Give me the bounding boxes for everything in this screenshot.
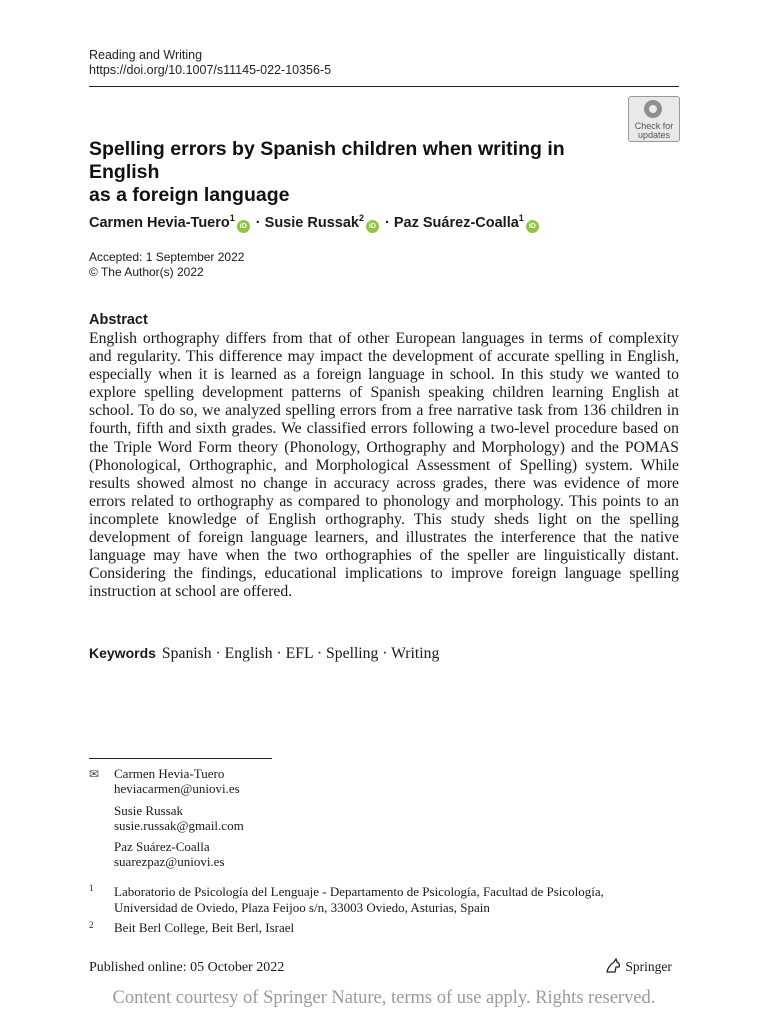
author-affiliation: 2 — [358, 213, 364, 223]
contact-name: Paz Suárez-Coalla — [114, 839, 210, 854]
orcid-icon[interactable]: iD — [237, 220, 250, 233]
abstract-heading: Abstract — [89, 312, 148, 328]
affiliation-entry — [114, 884, 604, 916]
contact-name: Carmen Hevia-Tuero — [114, 766, 225, 781]
contact-email[interactable]: heviacarmen@uniovi.es — [114, 781, 240, 796]
doi-link[interactable]: https://doi.org/10.1007/s11145-022-10356-5 — [89, 63, 332, 77]
published-online: Published online: 05 October 2022 — [89, 960, 285, 975]
abstract-text: English orthography differs from that of other European languages in terms of complexity and regularity. This difference may impact the development of accurate spelling in English, especially when it is learned as a foreign language in school. In this study we wanted to explore spelling development patterns of Spanish speaking children learning English at school. To do so, we analyzed spelling errors from a free narrative task from 136 children in fourth, fifth and sixth grades. We classified errors following a two-level procedure based on the Triple Word Form theory (Phonology, Orthography and Morphology) and the POMAS (Phonological, Orthographic, and Morphological Assessment of Spelling) system. While results showed almost no change in accuracy across grades, there was evidence of more errors related to orthography as compared to phonology and morphology. This points to an incomplete knowledge of English orthography. This study sheds light on the spelling development of foreign language learners, and illustrates the interference that the native language may have when the two orthographies of the speller are linguistically distant. Considering the findings, educational implications to improve foreign language spelling instruction at school are offered. — [89, 330, 679, 601]
affiliation-number: 2 — [89, 920, 94, 930]
contact-email[interactable]: suarezpaz@uniovi.es — [114, 854, 225, 869]
title-line-2: as a foreign language — [89, 184, 290, 206]
badge-line2: updates — [637, 130, 671, 140]
envelope-icon: ✉ — [89, 767, 100, 781]
author-name: Paz Suárez-Coalla — [393, 215, 519, 231]
paper-title — [89, 138, 629, 207]
footer-notice: Content courtesy of Springer Nature, terms of use apply. Rights reserved. — [112, 988, 656, 1008]
journal-name: Reading and Writing — [89, 48, 203, 62]
publisher-name: Springer — [625, 959, 672, 974]
publisher-logo — [604, 958, 672, 975]
accepted-date: Accepted: 1 September 2022 — [89, 250, 245, 264]
affiliation-line: Laboratorio de Psicología del Lenguaje - Departamento de Psicología, Facultad de Psicología, — [114, 884, 604, 899]
contact-entry — [114, 803, 244, 833]
keywords-label: Keywords — [89, 645, 156, 661]
keywords-list: Spanish · English · EFL · Spelling · Writing — [161, 645, 440, 662]
affiliation-entry — [114, 920, 294, 936]
article-meta — [89, 250, 244, 280]
contact-email[interactable]: susie.russak@gmail.com — [114, 818, 244, 833]
footnote-rule — [89, 758, 272, 759]
affiliation-line: Universidad de Oviedo, Plaza Feijoo s/n, 33003 Oviedo, Asturias, Spain — [114, 900, 490, 915]
badge-line1: Check for — [634, 121, 674, 131]
keywords — [89, 645, 439, 663]
affiliation-number: 1 — [89, 883, 94, 893]
author-name: Susie Russak — [264, 215, 359, 231]
contact-entry — [114, 766, 240, 796]
author-affiliation: 1 — [518, 213, 524, 223]
contact-name: Susie Russak — [114, 803, 183, 818]
orcid-icon[interactable]: iD — [526, 220, 539, 233]
title-line-1: Spelling errors by Spanish children when writing in English — [89, 138, 565, 183]
author-name: Carmen Hevia-Tuero — [89, 215, 230, 231]
check-for-updates-badge[interactable] — [628, 96, 680, 142]
author-separator: · — [251, 215, 265, 231]
author-list — [89, 208, 541, 233]
journal-header — [89, 48, 331, 78]
springer-horse-icon — [604, 958, 622, 974]
author-separator: · — [380, 215, 394, 231]
contact-entry — [114, 839, 225, 869]
affiliation-line: Beit Berl College, Beit Berl, Israel — [114, 920, 295, 935]
author-affiliation: 1 — [229, 213, 235, 223]
crossmark-icon — [644, 100, 662, 118]
orcid-icon[interactable]: iD — [366, 220, 379, 233]
header-rule — [89, 86, 679, 87]
copyright-line: © The Author(s) 2022 — [89, 265, 204, 279]
